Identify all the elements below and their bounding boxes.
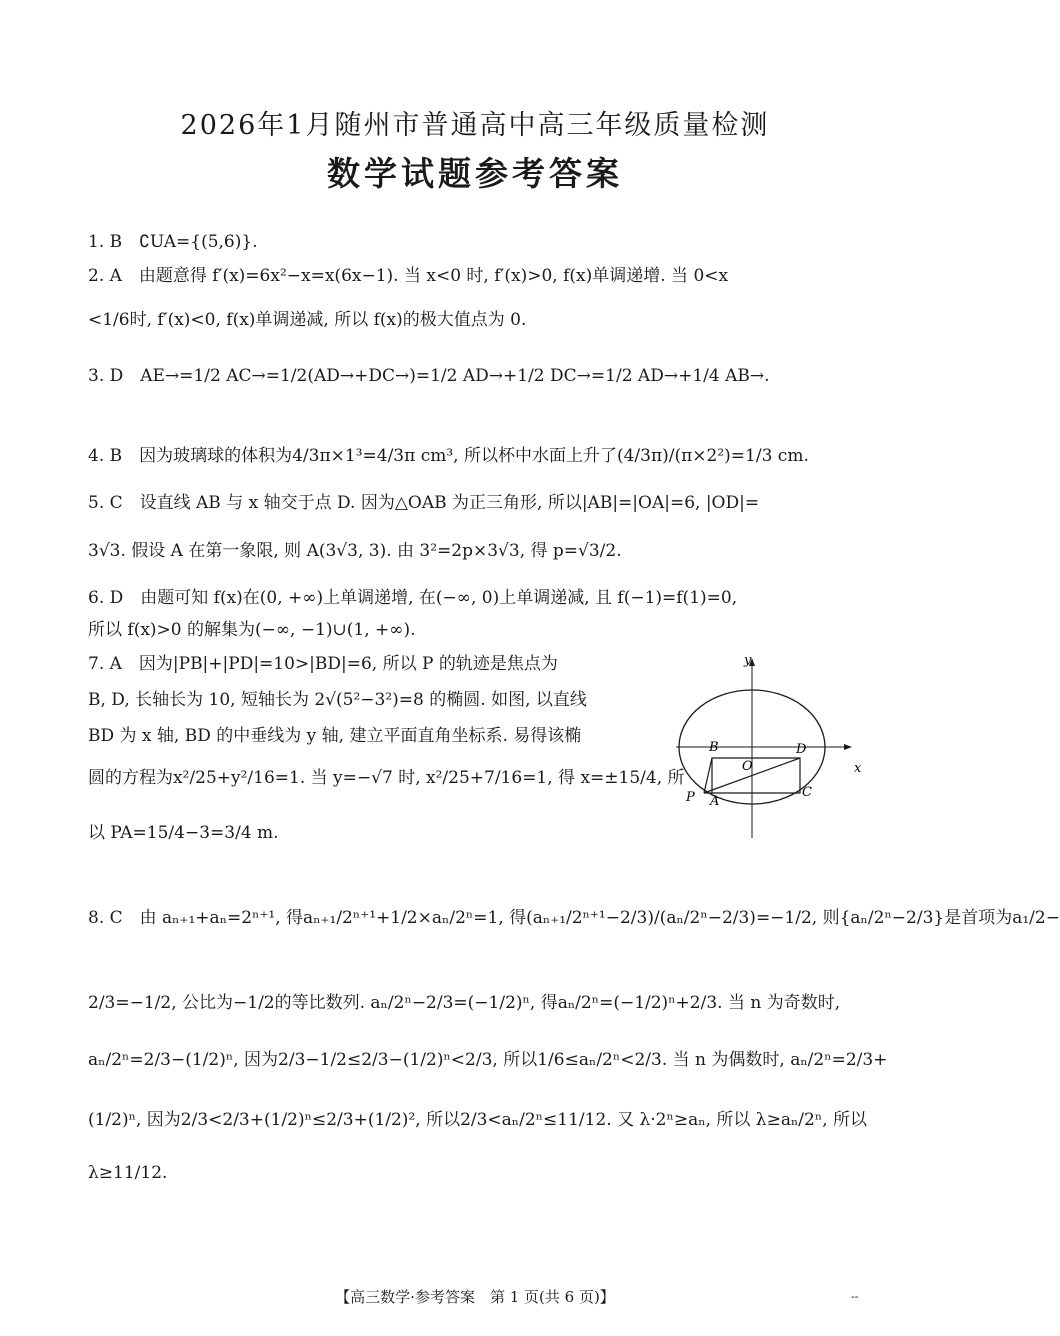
answer-2-line-2: <1/6时, f′(x)<0, f(x)单调递减, 所以 f(x)的极大值点为 0.	[88, 310, 527, 330]
answer-6-line-2: 所以 f(x)>0 的解集为(−∞, −1)∪(1, +∞).	[88, 620, 416, 640]
label-x: x	[854, 761, 862, 776]
page-footer: 【高三数学·参考答案 第 1 页(共 6 页)】	[335, 1288, 615, 1306]
answer-7-line-3: BD 为 x 轴, BD 的中垂线为 y 轴, 建立平面直角坐标系. 易得该椭	[88, 726, 582, 746]
answer-8-line-3: aₙ/2ⁿ=2/3−(1/2)ⁿ, 因为2/3−1/2≤2/3−(1/2)ⁿ<2/3, 所以1/6≤aₙ/2ⁿ<2/3. 当 n 为偶数时, aₙ/2ⁿ=2/3+	[88, 1050, 888, 1070]
x-axis-arrow	[844, 744, 852, 750]
answer-2-line-1: 2. A 由题意得 f′(x)=6x²−x=x(6x−1). 当 x<0 时, f′(x)>0, f(x)单调递增. 当 0<x	[88, 266, 729, 286]
answer-8-line-2: 2/3=−1/2, 公比为−1/2的等比数列. aₙ/2ⁿ−2/3=(−1/2)ⁿ, 得aₙ/2ⁿ=(−1/2)ⁿ+2/3. 当 n 为奇数时,	[88, 993, 841, 1013]
segment-pb	[704, 758, 712, 793]
answer-1-line-1: 1. B ∁UA={(5,6)}.	[88, 232, 258, 252]
answer-7-line-5: 以 PA=15/4−3=3/4 m.	[88, 823, 279, 843]
answer-6-line-1: 6. D 由题可知 f(x)在(0, +∞)上单调递增, 在(−∞, 0)上单调递减, 且 f(−1)=f(1)=0,	[88, 588, 738, 608]
answer-3-line-1: 3. D AE→=1/2 AC→=1/2(AD→+DC→)=1/2 AD→+1/2 DC→=1/2 AD→+1/4 AB→.	[88, 366, 770, 386]
label-p: P	[686, 790, 695, 805]
ellipse-figure	[676, 650, 862, 842]
label-d: D	[796, 742, 807, 757]
answer-8-line-1: 8. C 由 aₙ₊₁+aₙ=2ⁿ⁺¹, 得aₙ₊₁/2ⁿ⁺¹+1/2×aₙ/2ⁿ=1, 得(aₙ₊₁/2ⁿ⁺¹−2/3)/(aₙ/2ⁿ−2/3)=−1/2, 则{aₙ/2ⁿ−2/3}是首项为a₁/2−	[88, 908, 1060, 928]
answer-4-line-1: 4. B 因为玻璃球的体积为4/3π×1³=4/3π cm³, 所以杯中水面上升了(4/3π)/(π×2²)=1/3 cm.	[88, 446, 809, 466]
corner-mark: --	[851, 1290, 859, 1303]
label-o: O	[742, 759, 753, 774]
answer-5-line-2: 3√3. 假设 A 在第一象限, 则 A(3√3, 3). 由 3²=2p×3√3, 得 p=√3/2.	[88, 541, 622, 561]
label-a: A	[710, 794, 720, 809]
answer-7-line-4: 圆的方程为x²/25+y²/16=1. 当 y=−√7 时, x²/25+7/16=1, 得 x=±15/4, 所	[88, 768, 685, 788]
document-title: 2026年1月随州市普通高中高三年级质量检测	[180, 110, 770, 141]
answer-8-line-4: (1/2)ⁿ, 因为2/3<2/3+(1/2)ⁿ≤2/3+(1/2)², 所以2/3<aₙ/2ⁿ≤11/12. 又 λ·2ⁿ≥aₙ, 所以 λ≥aₙ/2ⁿ, 所以	[88, 1110, 868, 1130]
label-c: C	[802, 785, 812, 800]
label-y: y	[744, 653, 752, 668]
answer-7-line-2: B, D, 长轴长为 10, 短轴长为 2√(5²−3²)=8 的椭圆. 如图, 以直线	[88, 690, 587, 710]
answer-5-line-1: 5. C 设直线 AB 与 x 轴交于点 D. 因为△OAB 为正三角形, 所以|AB|=|OA|=6, |OD|=	[88, 493, 760, 513]
answer-7-line-1: 7. A 因为|PB|+|PD|=10>|BD|=6, 所以 P 的轨迹是焦点为	[88, 654, 558, 674]
label-b: B	[709, 740, 719, 755]
answer-8-line-5: λ≥11/12.	[88, 1163, 168, 1183]
document-subtitle: 数学试题参考答案	[327, 154, 623, 193]
